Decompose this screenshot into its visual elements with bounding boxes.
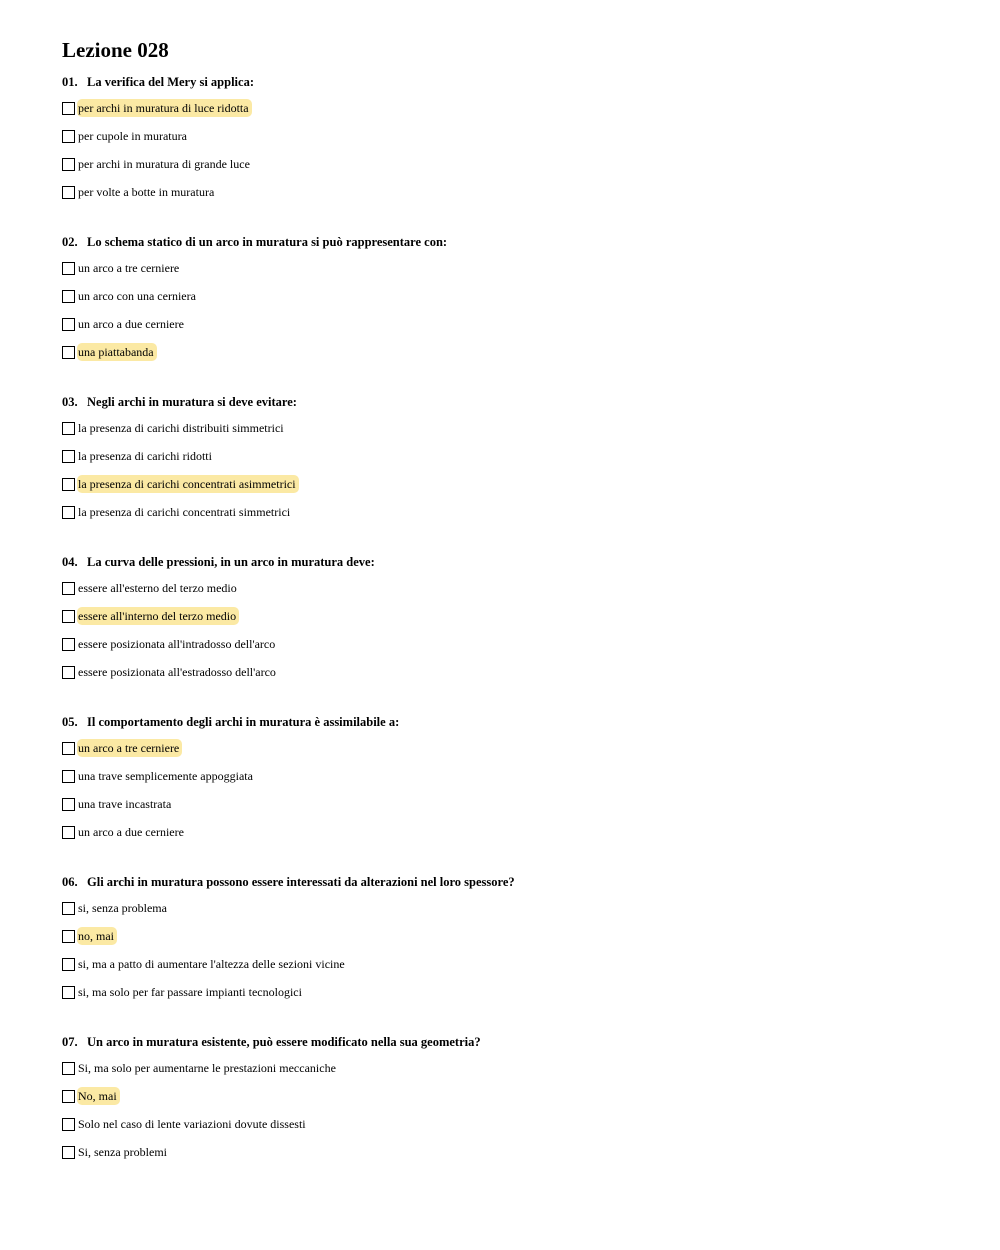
answer-label: la presenza di carichi concentrati simmetrici — [78, 505, 291, 519]
checkbox-icon[interactable] — [62, 638, 75, 651]
answer-option[interactable] — [62, 282, 962, 310]
answer-label-highlighted: una piattabanda — [77, 343, 157, 361]
checkbox-icon[interactable] — [62, 130, 75, 143]
answer-option[interactable] — [62, 442, 962, 470]
answer-label: un arco a due cerniere — [78, 317, 184, 331]
checkbox-icon[interactable] — [62, 450, 75, 463]
answer-label: si, ma solo per far passare impianti tecnologici — [78, 985, 302, 999]
answer-label-highlighted: per archi in muratura di luce ridotta — [77, 99, 252, 117]
question-block — [62, 554, 962, 686]
question-text — [62, 874, 962, 890]
answer-option[interactable] — [62, 762, 962, 790]
answer-option[interactable] — [62, 894, 962, 922]
question-number: 07. — [62, 1035, 78, 1049]
answer-option[interactable] — [62, 414, 962, 442]
question-text — [62, 1034, 962, 1050]
answer-label: per volte a botte in muratura — [78, 185, 215, 199]
answer-label: un arco con una cerniera — [78, 289, 196, 303]
answer-option[interactable] — [62, 574, 962, 602]
answer-label-highlighted: No, mai — [77, 1087, 120, 1105]
checkbox-icon[interactable] — [62, 958, 75, 971]
checkbox-icon[interactable] — [62, 826, 75, 839]
question-label: Gli archi in muratura possono essere interessati da alterazioni nel loro spessore? — [87, 875, 515, 889]
question-block — [62, 74, 962, 206]
answer-option[interactable] — [62, 150, 962, 178]
answer-label: si, senza problema — [78, 901, 167, 915]
checkbox-icon[interactable] — [62, 262, 75, 275]
answer-option[interactable] — [62, 470, 962, 498]
answer-option[interactable] — [62, 978, 962, 1006]
checkbox-icon[interactable] — [62, 666, 75, 679]
answer-option[interactable] — [62, 254, 962, 282]
checkbox-icon[interactable] — [62, 798, 75, 811]
answer-label: un arco a due cerniere — [78, 825, 184, 839]
answer-label: un arco a tre cerniere — [78, 261, 180, 275]
answer-option[interactable] — [62, 922, 962, 950]
answer-label-highlighted: un arco a tre cerniere — [77, 739, 182, 757]
question-block — [62, 1034, 962, 1166]
checkbox-icon[interactable] — [62, 290, 75, 303]
question-label: La curva delle pressioni, in un arco in muratura deve: — [87, 555, 375, 569]
checkbox-icon[interactable] — [62, 582, 75, 595]
answer-label-highlighted: essere all'interno del terzo medio — [77, 607, 239, 625]
answer-label: essere posizionata all'intradosso dell'arco — [78, 637, 276, 651]
question-text — [62, 714, 962, 730]
question-number: 05. — [62, 715, 78, 729]
checkbox-icon[interactable] — [62, 422, 75, 435]
question-text — [62, 74, 962, 90]
checkbox-icon[interactable] — [62, 742, 75, 755]
answer-label: la presenza di carichi ridotti — [78, 449, 212, 463]
answer-label: per archi in muratura di grande luce — [78, 157, 250, 171]
answer-label: essere posizionata all'estradosso dell'arco — [78, 665, 276, 679]
answer-option[interactable] — [62, 178, 962, 206]
answer-option[interactable] — [62, 734, 962, 762]
question-number: 02. — [62, 235, 78, 249]
answer-option[interactable] — [62, 630, 962, 658]
checkbox-icon[interactable] — [62, 102, 75, 115]
answer-option[interactable] — [62, 1082, 962, 1110]
question-label: Un arco in muratura esistente, può essere modificato nella sua geometria? — [87, 1035, 481, 1049]
answer-label: Si, senza problemi — [78, 1145, 167, 1159]
checkbox-icon[interactable] — [62, 770, 75, 783]
question-block — [62, 234, 962, 366]
answer-option[interactable] — [62, 1138, 962, 1166]
question-number: 01. — [62, 75, 78, 89]
answer-label-highlighted: no, mai — [77, 927, 117, 945]
checkbox-icon[interactable] — [62, 158, 75, 171]
checkbox-icon[interactable] — [62, 186, 75, 199]
answer-option[interactable] — [62, 310, 962, 338]
checkbox-icon[interactable] — [62, 506, 75, 519]
question-label: Lo schema statico di un arco in muratura si può rappresentare con: — [87, 235, 448, 249]
answer-option[interactable] — [62, 498, 962, 526]
question-number: 03. — [62, 395, 78, 409]
answer-option[interactable] — [62, 790, 962, 818]
checkbox-icon[interactable] — [62, 902, 75, 915]
question-number: 04. — [62, 555, 78, 569]
answer-option[interactable] — [62, 818, 962, 846]
question-text — [62, 554, 962, 570]
answer-option[interactable] — [62, 658, 962, 686]
checkbox-icon[interactable] — [62, 318, 75, 331]
question-label: Negli archi in muratura si deve evitare: — [87, 395, 297, 409]
answer-label: per cupole in muratura — [78, 129, 187, 143]
checkbox-icon[interactable] — [62, 1090, 75, 1103]
answer-option[interactable] — [62, 338, 962, 366]
answer-label-highlighted: la presenza di carichi concentrati asimmetrici — [77, 475, 299, 493]
answer-label: la presenza di carichi distribuiti simmetrici — [78, 421, 284, 435]
answer-option[interactable] — [62, 1110, 962, 1138]
answer-option[interactable] — [62, 602, 962, 630]
question-block — [62, 874, 962, 1006]
checkbox-icon[interactable] — [62, 478, 75, 491]
answer-label: essere all'esterno del terzo medio — [78, 581, 237, 595]
checkbox-icon[interactable] — [62, 346, 75, 359]
checkbox-icon[interactable] — [62, 986, 75, 999]
checkbox-icon[interactable] — [62, 610, 75, 623]
checkbox-icon[interactable] — [62, 1146, 75, 1159]
answer-label: Solo nel caso di lente variazioni dovute dissesti — [78, 1117, 306, 1131]
question-text — [62, 234, 962, 250]
question-list — [62, 74, 962, 1166]
answer-option[interactable] — [62, 1054, 962, 1082]
answer-label: si, ma a patto di aumentare l'altezza delle sezioni vicine — [78, 957, 345, 971]
question-block — [62, 714, 962, 846]
checkbox-icon[interactable] — [62, 1062, 75, 1075]
question-label: La verifica del Mery si applica: — [87, 75, 254, 89]
question-text — [62, 394, 962, 410]
quiz-page — [62, 38, 962, 1166]
question-block — [62, 394, 962, 526]
answer-label: una trave incastrata — [78, 797, 172, 811]
question-number: 06. — [62, 875, 78, 889]
answer-option[interactable] — [62, 94, 962, 122]
answer-option[interactable] — [62, 950, 962, 978]
answer-option[interactable] — [62, 122, 962, 150]
question-label: Il comportamento degli archi in muratura è assimilabile a: — [87, 715, 400, 729]
answer-label: una trave semplicemente appoggiata — [78, 769, 253, 783]
answer-label: Si, ma solo per aumentarne le prestazioni meccaniche — [78, 1061, 336, 1075]
lesson-title: Lezione 028 — [62, 38, 169, 62]
checkbox-icon[interactable] — [62, 930, 75, 943]
checkbox-icon[interactable] — [62, 1118, 75, 1131]
